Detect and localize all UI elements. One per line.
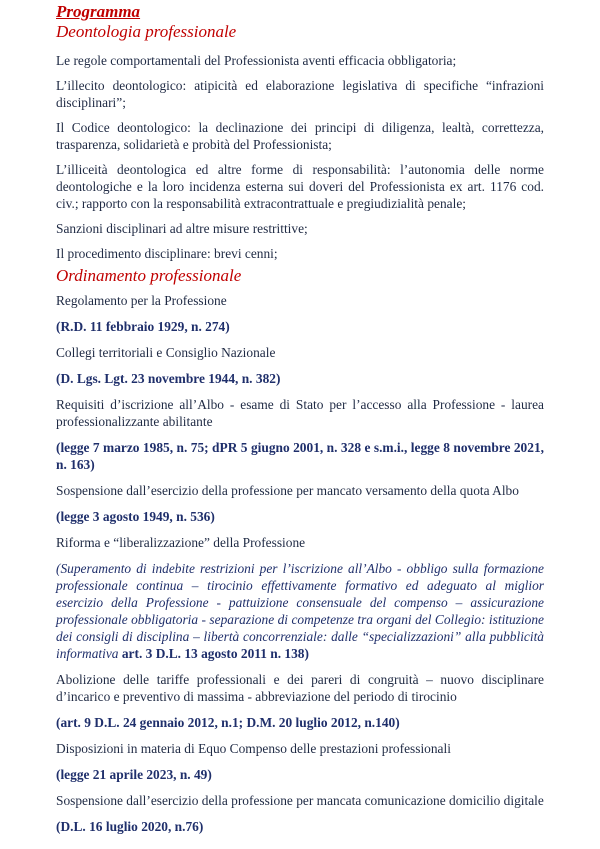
ordinamento-ref-3: (legge 7 marzo 1985, n. 75; dPR 5 giugno 2001, n. 328 e s.m.i., legge 8 novembre 2021, n. 163) bbox=[56, 440, 544, 472]
program-heading: Programma bbox=[56, 2, 141, 21]
ordinamento-detail-5 bbox=[56, 560, 544, 662]
ordinamento-entry-7: Disposizioni in materia di Equo Compenso delle prestazioni professionali bbox=[56, 741, 451, 756]
deontologia-item-5: Sanzioni disciplinari ad altre misure restrittive; bbox=[56, 221, 308, 236]
ordinamento-ref-1: (R.D. 11 febbraio 1929, n. 274) bbox=[56, 319, 230, 334]
reform-detail-text: (Superamento di indebite restrizioni per l’iscrizione all’Albo - obbligo sulla formazione professionale continua – tirocinio effettivamente formativo ed adeguato al miglior esercizio della Professione - pattuizione consensuale del compenso – assicurazione professionale obbligatoria - separazione di competenze tra organi del Collegio: istituzione dei consigli di disciplina – libertà concorrenziale: dalle “specializzazioni” alla pubblicità informativa bbox=[56, 561, 544, 661]
document-page bbox=[56, 2, 544, 844]
deontologia-item-3: Il Codice deontologico: la declinazione dei principi di diligenza, lealtà, correttezza, trasparenza, solidarietà e probità del Professionista; bbox=[56, 120, 544, 152]
section-title-ordinamento: Ordinamento professionale bbox=[56, 266, 242, 285]
ordinamento-entry-1: Regolamento per la Professione bbox=[56, 293, 227, 308]
ordinamento-ref-8: (D.L. 16 luglio 2020, n.76) bbox=[56, 819, 204, 834]
section-title-deontologia: Deontologia professionale bbox=[56, 22, 237, 41]
ordinamento-entry-6: Abolizione delle tariffe professionali e dei pareri di congruità – nuovo disciplinare d’incarico e preventivo di massima - abbreviazione del periodo di tirocinio bbox=[56, 672, 544, 704]
deontologia-item-2: L’illecito deontologico: atipicità ed elaborazione legislativa di specifiche “infrazioni disciplinari”; bbox=[56, 78, 544, 110]
ordinamento-ref-2: (D. Lgs. Lgt. 23 novembre 1944, n. 382) bbox=[56, 371, 281, 386]
ordinamento-entry-4: Sospensione dall’esercizio della professione per mancato versamento della quota Albo bbox=[56, 483, 519, 498]
ordinamento-ref-6: (art. 9 D.L. 24 gennaio 2012, n.1; D.M. 20 luglio 2012, n.140) bbox=[56, 715, 400, 730]
ordinamento-entry-8: Sospensione dall’esercizio della professione per mancata comunicazione domicilio digitale bbox=[56, 793, 544, 808]
ordinamento-ref-7: (legge 21 aprile 2023, n. 49) bbox=[56, 767, 212, 782]
ordinamento-entry-2: Collegi territoriali e Consiglio Nazionale bbox=[56, 345, 276, 360]
ordinamento-ref-4: (legge 3 agosto 1949, n. 536) bbox=[56, 509, 215, 524]
deontologia-item-6: Il procedimento disciplinare: brevi cenni; bbox=[56, 246, 278, 261]
ordinamento-ref-5: art. 3 D.L. 13 agosto 2011 n. 138) bbox=[121, 646, 309, 661]
deontologia-item-1: Le regole comportamentali del Professionista aventi efficacia obbligatoria; bbox=[56, 53, 457, 68]
deontologia-item-4: L’illiceità deontologica ed altre forme di responsabilità: l’autonomia delle norme deontologiche e la loro incidenza esterna sui doveri del Professionista ex art. 1176 cod. civ.; rapporto con la responsabilità extracontrattuale e pregiudizialità penale; bbox=[56, 162, 544, 211]
ordinamento-entry-3: Requisiti d’iscrizione all’Albo - esame di Stato per l’accesso alla Professione - laurea professionalizzante abilitante bbox=[56, 397, 544, 429]
ordinamento-entry-5: Riforma e “liberalizzazione” della Professione bbox=[56, 535, 306, 550]
